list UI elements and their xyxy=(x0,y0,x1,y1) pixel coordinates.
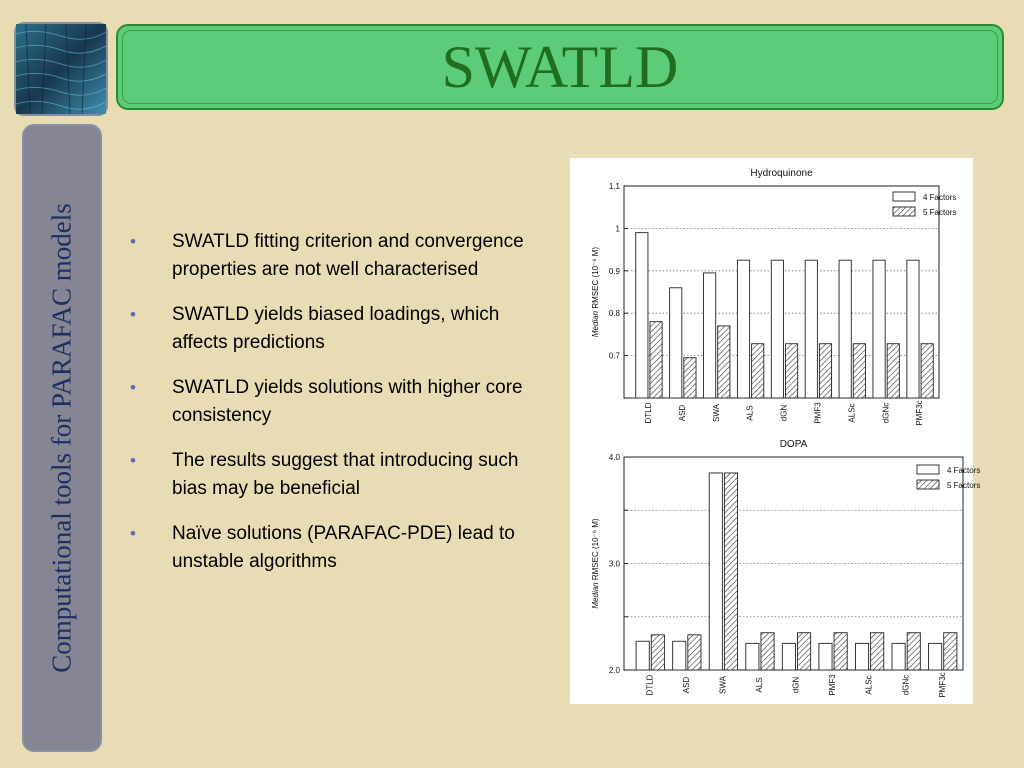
bar-four-factors xyxy=(907,260,919,398)
bar-five-factors xyxy=(853,344,865,398)
y-axis-label xyxy=(591,247,600,338)
bullet-item xyxy=(130,301,550,356)
y-tick-label: 3.0 xyxy=(608,559,620,569)
bar-four-factors xyxy=(704,273,716,398)
x-tick-label: ALS xyxy=(755,677,765,693)
x-tick-label: ALSc xyxy=(847,403,857,423)
bullet-dot-icon: • xyxy=(130,232,136,251)
y-tick-label: 0.9 xyxy=(608,266,620,276)
bar-five-factors xyxy=(761,633,774,670)
bullet-dot-icon: • xyxy=(130,524,136,543)
x-tick-label: dGN xyxy=(791,676,801,694)
y-axis-label-italic: Median xyxy=(591,580,600,609)
slide-title: SWATLD xyxy=(441,33,679,100)
side-panel xyxy=(22,124,102,752)
x-tick-label: ALSc xyxy=(864,675,874,695)
bar-charts-svg xyxy=(570,158,981,704)
bar-four-factors xyxy=(670,288,682,398)
bar-five-factors xyxy=(907,633,920,670)
bullet-list xyxy=(130,228,550,593)
x-tick-label: dGNc xyxy=(901,674,911,696)
bar-five-factors xyxy=(718,326,730,398)
y-axis-label-text: RMSEC (10⁻⁶ M) xyxy=(591,518,600,581)
x-tick-label: ALS xyxy=(745,405,755,421)
x-tick-label: SWA xyxy=(718,676,728,694)
bar-five-factors xyxy=(684,358,696,398)
bar-five-factors xyxy=(786,344,798,398)
legend-swatch xyxy=(917,480,939,489)
legend-label: 4 Factors xyxy=(947,466,981,475)
bar-four-factors xyxy=(929,643,942,670)
bar-five-factors xyxy=(871,633,884,670)
y-axis-label-text: RMSEC (10⁻⁶ M) xyxy=(591,246,600,309)
legend-swatch xyxy=(893,207,915,216)
x-tick-label: dGN xyxy=(779,404,789,422)
chart-image-panel xyxy=(570,158,981,704)
bar-four-factors xyxy=(805,260,817,398)
bar-five-factors xyxy=(688,635,701,670)
legend-label: 5 Factors xyxy=(923,208,957,217)
chart-0 xyxy=(591,168,956,426)
bar-five-factors xyxy=(650,322,662,398)
legend-swatch xyxy=(917,465,939,474)
bar-four-factors xyxy=(737,260,749,398)
bullet-item xyxy=(130,520,550,575)
x-tick-label: PMF3 xyxy=(828,674,838,696)
bullet-dot-icon: • xyxy=(130,378,136,397)
x-tick-label: ASD xyxy=(681,676,691,694)
bar-five-factors xyxy=(651,635,664,670)
side-panel-label: Computational tools for PARAFAC models xyxy=(46,203,77,673)
chart-1 xyxy=(591,439,980,698)
bullet-text: The results suggest that introducing such bias may be beneficial xyxy=(172,450,519,499)
bar-four-factors xyxy=(839,260,851,398)
y-tick-label: 4.0 xyxy=(608,453,620,462)
bar-five-factors xyxy=(798,633,811,670)
x-tick-label: PMF3 xyxy=(813,402,823,424)
y-tick-label: 1 xyxy=(615,224,620,234)
bullet-text: SWATLD yields solutions with higher core consistency xyxy=(172,377,523,426)
bar-four-factors xyxy=(819,643,832,670)
bar-five-factors xyxy=(921,344,933,398)
y-tick-label: 0.7 xyxy=(608,351,620,361)
thumbnail-texture xyxy=(16,24,106,114)
bar-five-factors xyxy=(724,473,737,670)
bullet-item xyxy=(130,447,550,502)
x-tick-label: SWA xyxy=(711,404,721,422)
bar-four-factors xyxy=(636,641,649,670)
bar-four-factors xyxy=(782,643,795,670)
legend-label: 4 Factors xyxy=(923,193,957,202)
bar-five-factors xyxy=(944,633,957,670)
bar-four-factors xyxy=(673,641,686,670)
x-tick-label: dGNc xyxy=(881,402,891,424)
bullet-text: SWATLD yields biased loadings, which affects predictions xyxy=(172,304,500,353)
bar-five-factors xyxy=(752,344,764,398)
bar-four-factors xyxy=(855,643,868,670)
y-tick-label: 2.0 xyxy=(608,666,620,675)
bullet-item xyxy=(130,228,550,283)
bullet-text: Naïve solutions (PARAFAC-PDE) lead to unstable algorithms xyxy=(172,523,515,572)
x-tick-label: PMF3c xyxy=(915,400,925,426)
y-tick-label: 0.8 xyxy=(608,309,620,319)
x-tick-label: DTLD xyxy=(645,674,655,696)
decorative-thumbnail-image xyxy=(14,22,108,116)
bullet-item xyxy=(130,374,550,429)
chart-title: DOPA xyxy=(779,439,808,450)
title-banner xyxy=(116,24,1004,110)
legend-swatch xyxy=(893,192,915,201)
x-tick-label: ASD xyxy=(677,404,687,422)
y-axis-label xyxy=(591,518,600,609)
x-tick-label: DTLD xyxy=(644,402,654,424)
bar-five-factors xyxy=(819,344,831,398)
bar-five-factors xyxy=(834,633,847,670)
bar-four-factors xyxy=(746,643,759,670)
bar-four-factors xyxy=(873,260,885,398)
bullet-dot-icon: • xyxy=(130,305,136,324)
bullet-text: SWATLD fitting criterion and convergence properties are not well characterised xyxy=(172,231,524,280)
x-tick-label: PMF3c xyxy=(937,672,947,698)
bullet-dot-icon: • xyxy=(130,451,136,470)
bar-four-factors xyxy=(709,473,722,670)
y-tick-label: 1.1 xyxy=(608,182,620,191)
legend-label: 5 Factors xyxy=(947,481,981,490)
chart-title: Hydroquinone xyxy=(750,168,813,179)
bar-four-factors xyxy=(892,643,905,670)
y-axis-label-italic: Median xyxy=(591,308,600,338)
bar-four-factors xyxy=(636,233,648,398)
bar-four-factors xyxy=(771,260,783,398)
bar-five-factors xyxy=(887,344,899,398)
